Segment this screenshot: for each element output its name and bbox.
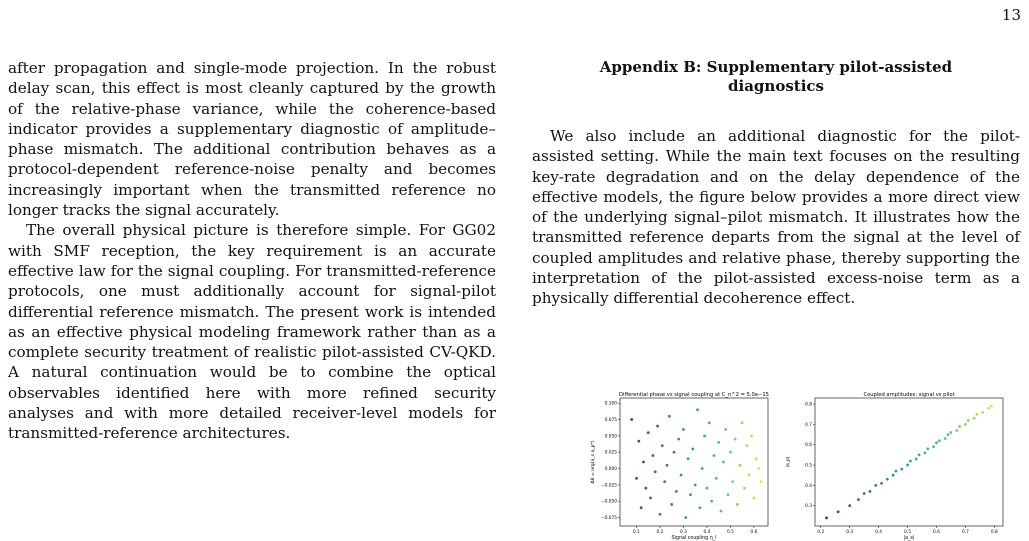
amplitude-plot-point <box>976 413 979 416</box>
phase-plot-point <box>755 457 758 460</box>
phase-plot-point <box>640 506 643 509</box>
figure-svg <box>575 390 1015 541</box>
amplitude-plot-ytick-label: 0.4 <box>805 483 812 489</box>
phase-plot-title: Differential phase vs signal coupling at C_n^2 = 5.0e−15 <box>619 392 769 398</box>
phase-plot-point <box>680 474 683 477</box>
phase-plot-point <box>687 457 690 460</box>
phase-plot-point <box>731 480 734 483</box>
phase-plot-point <box>666 464 669 467</box>
phase-plot-point <box>694 483 697 486</box>
amplitude-plot-xtick-label: 0.3 <box>846 530 854 535</box>
phase-plot-point <box>708 421 711 424</box>
phase-plot-point <box>644 487 647 490</box>
appendix-title: Appendix B: Supplementary pilot-assisted diagnostics <box>599 58 953 95</box>
amplitude-plot-xtick-label: 0.7 <box>961 530 969 535</box>
phase-plot-point <box>729 451 732 454</box>
amplitude-plot-point <box>880 482 883 485</box>
phase-plot-point <box>689 493 692 496</box>
left-paragraph-2: The overall physical picture is therefore simple. For GG02 with SMF reception, the key requirement is an accurate effective law for the signal coupling. For transmitted-reference protocols, one must additionally account for signal-pilot differential reference mismatch. The present work is intended as an effective physical modeling framework rather than as a complete security treatment of realistic pilot-assisted CV-QKD. A natural continuation would be to combine the optical observables identified here with more refined security analyses and with more detailed receiver-level models for transmitted-reference architectures. <box>8 221 496 443</box>
phase-plot-ytick-label: −0.025 <box>601 483 617 489</box>
amplitude-plot-ytick-label: 0.5 <box>805 463 812 469</box>
amplitude-plot-ylabel: |a_p| <box>786 456 791 468</box>
phase-plot-ytick-label: −0.050 <box>601 499 617 505</box>
phase-plot-point <box>677 438 680 441</box>
phase-plot-ytick-label: 0.050 <box>604 434 617 440</box>
amplitude-plot-xtick-label: 0.4 <box>875 530 883 535</box>
amplitude-plot-point <box>892 474 895 477</box>
phase-plot-point <box>710 500 713 503</box>
amplitude-plot-point <box>924 451 927 454</box>
phase-plot-point <box>661 444 664 447</box>
amplitude-plot-point <box>837 510 840 513</box>
phase-plot-point <box>741 421 744 424</box>
phase-plot-point <box>743 487 746 490</box>
phase-plot-point <box>668 415 671 418</box>
amplitude-plot-ytick-label: 0.8 <box>805 402 812 408</box>
left-paragraph-1: after propagation and single-mode projection. In the robust delay scan, this effect is most cleanly captured by the growth of the relative-phase variance, while the coherence-based indicator provides a supplementary diagnostic of amplitude–phase mismatch. The additional contribution behaves as a protocol-dependent reference-noise penalty and becomes increasingly important when the transmitted reference no longer tracks the signal accurately. <box>8 59 496 220</box>
phase-plot-xtick-label: 0.3 <box>680 530 687 535</box>
phase-plot-point <box>748 474 751 477</box>
phase-plot-point <box>654 470 657 473</box>
phase-plot-point <box>701 467 704 470</box>
amplitude-plot-xtick-label: 0.5 <box>904 530 911 535</box>
phase-plot-point <box>682 428 685 431</box>
amplitude-plot-point <box>906 464 909 467</box>
phase-plot-point <box>647 431 650 434</box>
phase-plot-point <box>717 441 720 444</box>
phase-plot-point <box>715 477 718 480</box>
phase-plot-point <box>663 480 666 483</box>
amplitude-plot-point <box>869 490 872 493</box>
phase-plot-xtick-label: 0.2 <box>656 530 664 535</box>
phase-plot-point <box>753 497 756 500</box>
phase-plot-point <box>703 434 706 437</box>
phase-plot-point <box>659 513 662 516</box>
phase-plot-point <box>738 464 741 467</box>
right-paragraph-1: We also include an additional diagnostic for the pilot-assisted setting. While the main text focuses on the resulting key-rate degradation and on the delay dependence of the effective models, the figure below provides a more direct view of the underlying signal–pilot mismatch. It illustrates how the transmitted reference departs from the signal at the level of coupled amplitudes and relative phase, thereby supporting the interpretation of the pilot-assisted excess-noise term as a physically differential decoherence effect. <box>532 127 1020 308</box>
phase-plot-point <box>760 480 763 483</box>
amplitude-plot-point <box>990 405 993 408</box>
amplitude-plot-xtick-label: 0.2 <box>817 530 825 535</box>
phase-plot-ytick-label: −0.075 <box>601 516 617 522</box>
phase-plot-point <box>713 454 716 457</box>
phase-plot-point <box>673 451 676 454</box>
phase-plot-point <box>757 467 760 470</box>
phase-plot-ytick-label: 0.075 <box>604 418 617 424</box>
amplitude-plot-point <box>958 425 961 428</box>
amplitude-plot-point <box>950 431 953 434</box>
amplitude-plot-point <box>967 419 970 422</box>
phase-plot-point <box>691 448 694 451</box>
phase-plot-point <box>706 487 709 490</box>
phase-plot-point <box>630 418 633 421</box>
phase-plot-xtick-label: 0.5 <box>726 530 734 535</box>
amplitude-plot-point <box>987 407 990 410</box>
amplitude-plot-point <box>938 439 941 442</box>
amplitude-plot-point <box>874 484 877 487</box>
phase-plot-point <box>637 440 640 443</box>
amplitude-plot-point <box>886 478 889 481</box>
phase-plot-point <box>724 428 727 431</box>
phase-plot-ytick-label: 0.100 <box>604 401 617 407</box>
amplitude-plot-point <box>857 498 860 501</box>
amplitude-plot-xtick-label: 0.8 <box>990 530 998 535</box>
phase-plot-point <box>696 408 699 411</box>
amplitude-plot-point <box>981 411 984 414</box>
amplitude-plot-point <box>848 504 851 507</box>
phase-plot-ytick-label: 0.025 <box>604 450 617 456</box>
phase-plot-xtick-label: 0.1 <box>633 530 640 535</box>
amplitude-plot-point <box>935 441 938 444</box>
phase-plot-point <box>698 506 701 509</box>
left-column <box>8 58 496 444</box>
amplitude-plot-point <box>863 492 866 495</box>
phase-plot-point <box>656 425 659 428</box>
amplitude-plot-point <box>947 433 950 436</box>
phase-plot-point <box>649 497 652 500</box>
phase-plot-xtick-label: 0.4 <box>703 530 711 535</box>
phase-plot-ylabel: Δθ = arg(a_s a_p*) <box>591 440 596 484</box>
phase-plot-point <box>651 454 654 457</box>
phase-plot-point <box>750 434 753 437</box>
page-number: 13 <box>1001 6 1021 24</box>
phase-plot-xlabel: Signal coupling η_l <box>671 536 717 541</box>
phase-plot-point <box>745 444 748 447</box>
amplitude-plot-point <box>955 429 958 432</box>
amplitude-plot-point <box>932 445 935 448</box>
right-column <box>532 58 1020 309</box>
phase-plot-point <box>684 516 687 519</box>
amplitude-plot-ytick-label: 0.7 <box>805 422 812 428</box>
amplitude-plot-point <box>944 437 947 440</box>
amplitude-plot-xlabel: |a_s| <box>903 536 915 541</box>
phase-plot-point <box>734 438 737 441</box>
amplitude-plot-title: Coupled amplitudes: signal vs pilot <box>863 392 955 398</box>
amplitude-plot-point <box>900 468 903 471</box>
amplitude-plot-ytick-label: 0.3 <box>805 504 812 510</box>
phase-plot-point <box>727 493 730 496</box>
phase-plot-point <box>635 477 638 480</box>
phase-plot-xtick-label: 0.6 <box>750 530 758 535</box>
amplitude-plot-point <box>895 470 898 473</box>
phase-plot-point <box>675 490 678 493</box>
phase-plot-ytick-label: 0.000 <box>604 467 617 473</box>
phase-plot-point <box>642 461 645 464</box>
amplitude-plot-point <box>973 417 976 420</box>
amplitude-plot-xtick-label: 0.6 <box>933 530 940 535</box>
amplitude-plot-point <box>909 460 912 463</box>
figure <box>575 390 1015 541</box>
phase-plot-point <box>720 510 723 513</box>
amplitude-plot-point <box>918 453 921 456</box>
amplitude-plot-ytick-label: 0.6 <box>805 443 812 449</box>
amplitude-plot-point <box>825 516 828 519</box>
amplitude-plot-point <box>926 447 929 450</box>
amplitude-plot-point <box>915 458 918 461</box>
phase-plot-point <box>670 503 673 506</box>
phase-plot-point <box>736 503 739 506</box>
amplitude-plot-point <box>964 423 967 426</box>
phase-plot-point <box>722 461 725 464</box>
